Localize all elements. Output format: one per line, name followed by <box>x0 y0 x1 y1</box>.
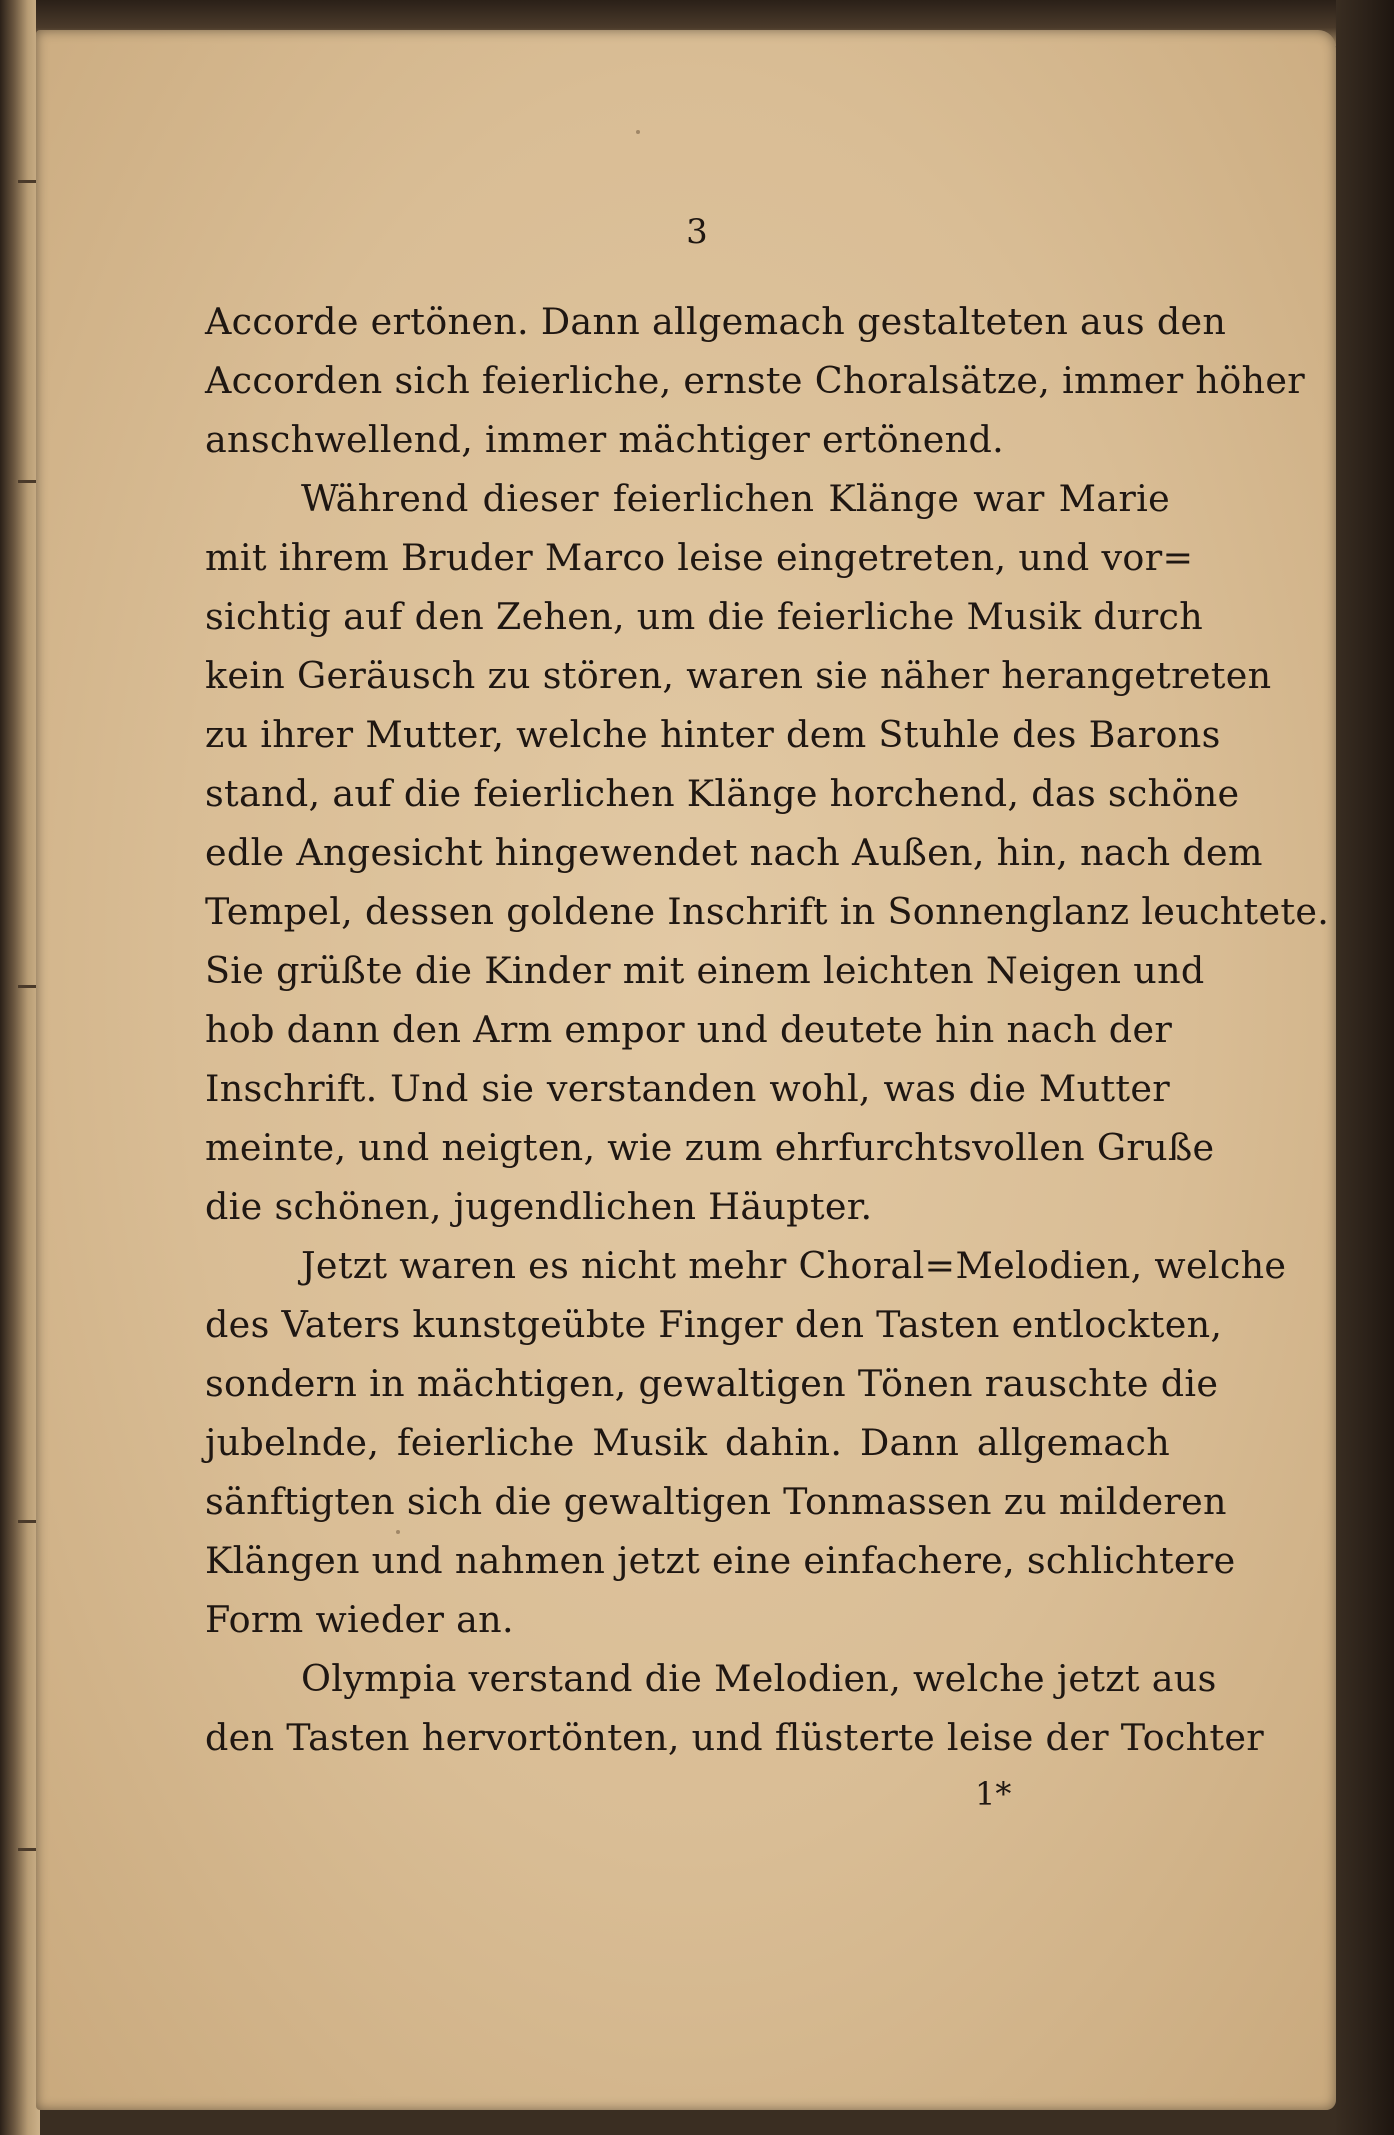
text-line: mit ihrem Bruder Marco leise eingetreten, und vor= <box>205 536 1194 579</box>
text-line: Accorde ertönen. Dann allgemach gestalteten aus den <box>205 300 1227 343</box>
page-number: 3 <box>686 212 708 252</box>
text-line: Tempel, dessen goldene Inschrift in Sonnenglanz leuchtete. <box>205 890 1330 933</box>
book-binding <box>0 0 40 2135</box>
text-line: kein Geräusch zu stören, waren sie näher herangetreten <box>205 654 1272 697</box>
text-line: Jetzt waren es nicht mehr Choral=Melodien, welche <box>301 1244 1287 1287</box>
text-line: Klängen und nahmen jetzt eine einfachere, schlichtere <box>205 1539 1236 1582</box>
text-line: Sie grüßte die Kinder mit einem leichten Neigen und <box>205 949 1205 992</box>
right-page-shadow <box>1334 0 1394 2135</box>
text-line: Form wieder an. <box>205 1598 514 1641</box>
text-line: Inschrift. Und sie verstanden wohl, was die Mutter <box>205 1067 1170 1110</box>
text-line: Olympia verstand die Melodien, welche jetzt aus <box>301 1657 1217 1700</box>
signature-mark: 1* <box>975 1775 1012 1813</box>
text-line: stand, auf die feierlichen Klänge horchend, das schöne <box>205 772 1240 815</box>
text-line: anschwellend, immer mächtiger ertönend. <box>205 418 1005 461</box>
text-line: edle Angesicht hingewendet nach Außen, hin, nach dem <box>205 831 1263 874</box>
text-line: Accorden sich feierliche, ernste Choralsätze, immer höher <box>205 359 1305 402</box>
text-line: sänftigten sich die gewaltigen Tonmassen zu milderen <box>205 1480 1227 1523</box>
text-line: jubelnde, feierliche Musik dahin. Dann allgemach <box>205 1421 1170 1464</box>
text-line: Während dieser feierlichen Klänge war Marie <box>301 477 1170 520</box>
text-line: zu ihrer Mutter, welche hinter dem Stuhle des Barons <box>205 713 1221 756</box>
body-text <box>205 292 1330 1767</box>
text-line: sondern in mächtigen, gewaltigen Tönen rauschte die <box>205 1362 1219 1405</box>
text-line: die schönen, jugendlichen Häupter. <box>205 1185 873 1228</box>
text-line: den Tasten hervortönten, und flüsterte leise der Tochter <box>205 1716 1265 1759</box>
text-line: hob dann den Arm empor und deutete hin nach der <box>205 1008 1173 1051</box>
text-line: meinte, und neigten, wie zum ehrfurchtsvollen Gruße <box>205 1126 1215 1169</box>
text-line: sichtig auf den Zehen, um die feierliche Musik durch <box>205 595 1204 638</box>
text-line: des Vaters kunstgeübte Finger den Tasten entlockten, <box>205 1303 1223 1346</box>
paper-speck <box>636 130 640 134</box>
